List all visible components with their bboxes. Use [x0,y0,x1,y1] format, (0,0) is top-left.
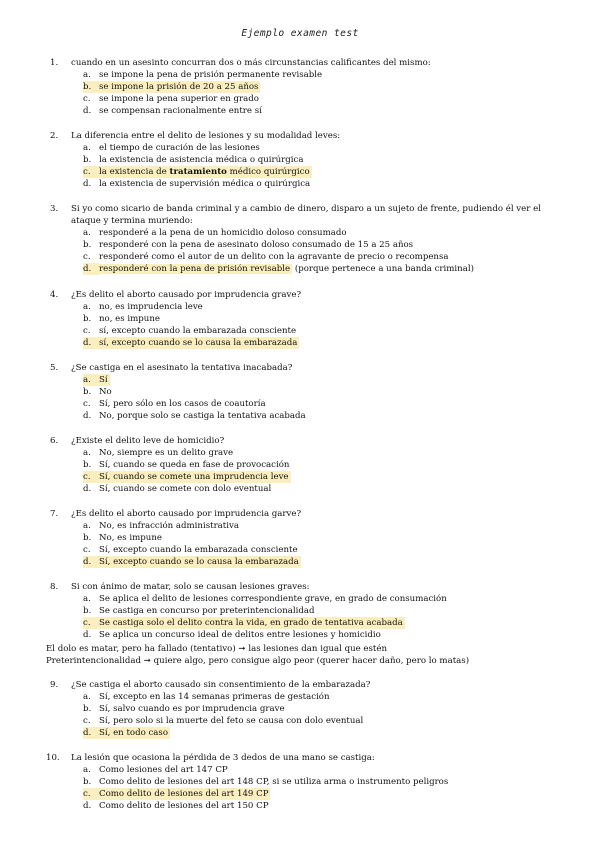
option-a[interactable]: a. No, es infracción administrativa [83,521,239,531]
question-number: 5. [50,363,59,373]
option-b[interactable]: b. no, es impune [83,314,160,324]
option-b[interactable]: b. la existencia de asistencia médica o quirúrgica [83,155,304,165]
option-d-correct[interactable]: d. Sí, en todo caso [83,728,169,738]
option-b[interactable]: b. responderé con la pena de asesinato doloso consumado de 15 a 25 años [83,240,414,250]
option-a[interactable]: a. No, siempre es un delito grave [83,448,234,458]
page-title: Ejemplo examen test [241,28,359,39]
question-text: ¿Es delito el aborto causado por imprudencia grave? [71,290,302,300]
question-number: 2. [50,131,59,141]
option-d-correct[interactable]: d. sí, excepto cuando se lo causa la embarazada [83,338,298,348]
question-9 [0,679,600,739]
option-b[interactable]: b. Sí, salvo cuando es por imprudencia grave [83,704,285,714]
option-b[interactable]: b. Sí, cuando se queda en fase de provocación [83,460,290,470]
question-text: Si con ánimo de matar, solo se causan lesiones graves: [71,582,310,592]
question-text: ¿Se castiga el aborto causado sin consentimiento de la embarazada? [71,680,371,690]
option-b-correct[interactable]: b. se impone la prisión de 20 a 25 años [83,82,259,92]
option-d[interactable]: d. la existencia de supervisión médica o quirúrgica [83,179,311,189]
option-d-correct[interactable]: d. responderé con la pena de prisión revisable (porque pertenece a una banda criminal) [83,264,474,274]
option-d[interactable]: d. Sí, cuando se comete con dolo eventual [83,484,272,494]
option-a[interactable]: a. responderé a la pena de un homicidio doloso consumado [83,228,347,238]
option-a[interactable]: a. se impone la pena de prisión permanente revisable [83,70,323,80]
option-a[interactable]: a. Sí, excepto en las 14 semanas primeras de gestación [83,692,330,702]
option-d[interactable]: d. No, porque solo se castiga la tentativa acabada [83,411,306,421]
note-line-2: Preterintencionalidad ➞ quiere algo, pero consigue algo peor (querer hacer daño, pero lo matas) [46,656,470,666]
question-number: 6. [50,436,59,446]
question-text: ¿Se castiga en el asesinato la tentativa inacabada? [71,363,293,373]
question-text: ¿Es delito el aborto causado por imprudencia garve? [71,509,302,519]
question-10 [0,752,600,812]
question-number: 7. [50,509,59,519]
question-2 [0,130,600,190]
option-c[interactable]: c. responderé como el autor de un delito con la agravante de precio o recompensa [83,252,449,262]
option-d[interactable]: d. se compensan racionalmente entre sí [83,106,262,116]
question-7 [0,508,600,568]
option-c[interactable]: c. se impone la pena superior en grado [83,94,259,104]
question-number: 3. [50,204,59,214]
option-b[interactable]: b. Como delito de lesiones del art 148 CP, si se utiliza arma o instrumento peligros [83,777,449,787]
option-a[interactable]: a. no, es imprudencia leve [83,302,203,312]
question-3 [0,203,600,275]
option-b[interactable]: b. Se castiga en concurso por preterintencionalidad [83,606,315,616]
question-text: La lesión que ocasiona la pérdida de 3 dedos de una mano se castiga: [71,753,375,763]
option-a[interactable]: a. Se aplica el delito de lesiones correspondiente grave, en grado de consumación [83,594,447,604]
option-c[interactable]: c. Sí, pero solo si la muerte del feto se causa con dolo eventual [83,716,364,726]
question-text: cuando en un asesinto concurran dos o más circunstancias calificantes del mismo: [71,58,431,68]
option-d[interactable]: d. Como delito de lesiones del art 150 CP [83,801,269,811]
option-d[interactable]: d. Se aplica un concurso ideal de delitos entre lesiones y homicidio [83,630,381,640]
option-b[interactable]: b. No [83,387,112,397]
option-c-correct[interactable]: c. Se castiga solo el delito contra la vida, en grado de tentativa acabada [83,618,403,628]
question-number: 1. [50,58,59,68]
question-text: ¿Existe el delito leve de homicidio? [71,436,225,446]
option-c-correct[interactable]: c. Como delito de lesiones del art 149 CP [83,789,269,799]
question-6 [0,435,600,495]
option-a-correct[interactable]: a. Sí [83,375,108,385]
option-d-correct[interactable]: d. Sí, excepto cuando se lo causa la embarazada [83,557,299,567]
question-5 [0,362,600,422]
question-4 [0,289,600,349]
option-a[interactable]: a. el tiempo de curación de las lesiones [83,143,260,153]
option-c[interactable]: c. sí, excepto cuando la embarazada consciente [83,326,297,336]
question-number: 9. [50,680,59,690]
question-number: 4. [50,290,59,300]
question-text: Si yo como sicario de banda criminal y a cambio de dinero, disparo a un sujeto de frente, pudiendo él ver el ataque y termina muriendo: [71,204,541,226]
question-1 [0,57,600,117]
option-c-correct[interactable]: c. Sí, cuando se comete una imprudencia leve [83,472,289,482]
question-8 [0,581,600,641]
note-line-1: El dolo es matar, pero ha fallado (tentativo) ➞ las lesiones dan igual que estén [46,644,388,654]
option-c-correct[interactable]: c. la existencia de tratamiento médico quirúrgico [83,167,310,177]
option-c[interactable]: c. Sí, pero sólo en los casos de coautoría [83,399,266,409]
question-number: 8. [50,582,59,592]
option-c[interactable]: c. Sí, excepto cuando la embarazada consciente [83,545,298,555]
option-b[interactable]: b. No, es impune [83,533,162,543]
option-a[interactable]: a. Como lesiones del art 147 CP [83,765,228,775]
question-text: La diferencia entre el delito de lesiones y su modalidad leves: [71,131,341,141]
question-number: 10. [46,753,60,763]
